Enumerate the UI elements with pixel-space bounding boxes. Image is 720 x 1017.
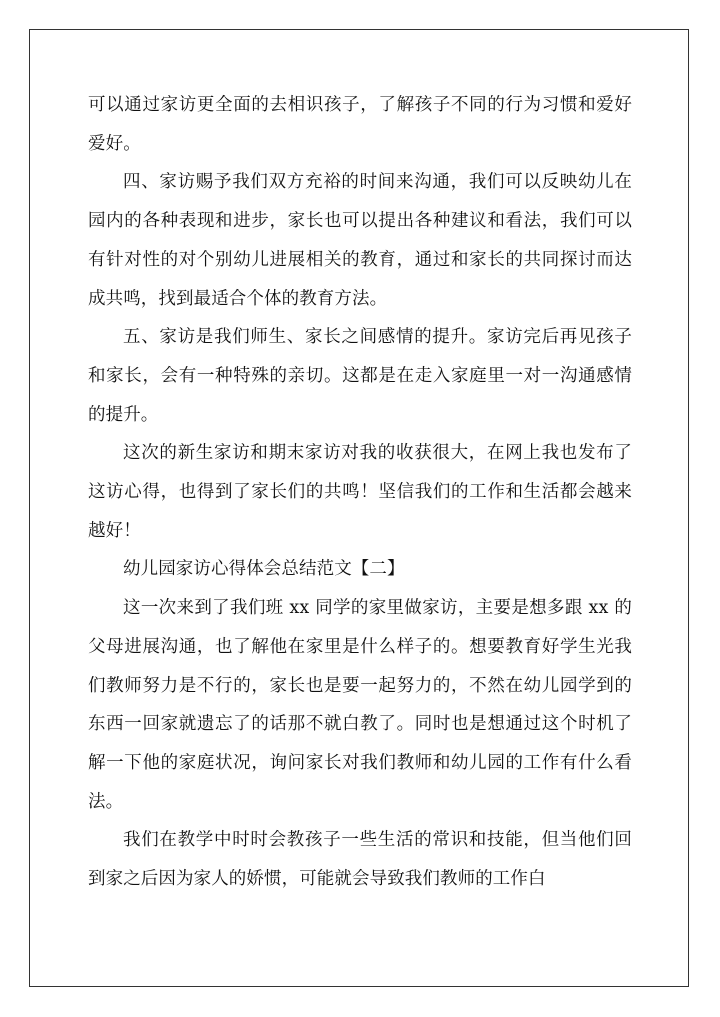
paragraph-5: 这一次来到了我们班 xx 同学的家里做家访，主要是想多跟 xx 的父母进展沟通，也了解他在家里是什么样子的。想要教育好学生光我们教师努力是不行的，家长也是要一起努力的，不然在幼儿园学到的东西一回家就遗忘了的话那不就白教了。同时也是想通过这个时机了解一下他的家庭状况，询问家长对我们教师和幼儿园的工作有什么看法。	[88, 598, 632, 812]
paragraph-3: 五、家访是我们师生、家长之间感情的提升。家访完后再见孩子和家长，会有一种特殊的亲切。这都是在走入家庭里一对一沟通感情的提升。	[88, 327, 632, 425]
paragraph-6: 我们在教学中时时会教孩子一些生活的常识和技能，但当他们回到家之后因为家人的娇惯，可能就会导致我们教师的工作白	[88, 830, 632, 890]
paragraph-2: 四、家访赐予我们双方充裕的时间来沟通，我们可以反映幼儿在园内的各种表现和进步，家长也可以提出各种建议和看法，我们可以有针对性的对个别幼儿进展相关的教育，通过和家长的共同探讨而达成共鸣，找到最适合个体的教育方法。	[88, 172, 632, 309]
section-heading: 幼儿园家访心得体会总结范文【二】	[123, 559, 405, 580]
document-body	[88, 86, 632, 899]
paragraph-1: 可以通过家访更全面的去相识孩子，了解孩子不同的行为习惯和爱好爱好。	[88, 95, 632, 154]
paragraph-4: 这次的新生家访和期末家访对我的收获很大，在网上我也发布了这访心得，也得到了家长们的共鸣！坚信我们的工作和生活都会越来越好！	[88, 443, 632, 541]
